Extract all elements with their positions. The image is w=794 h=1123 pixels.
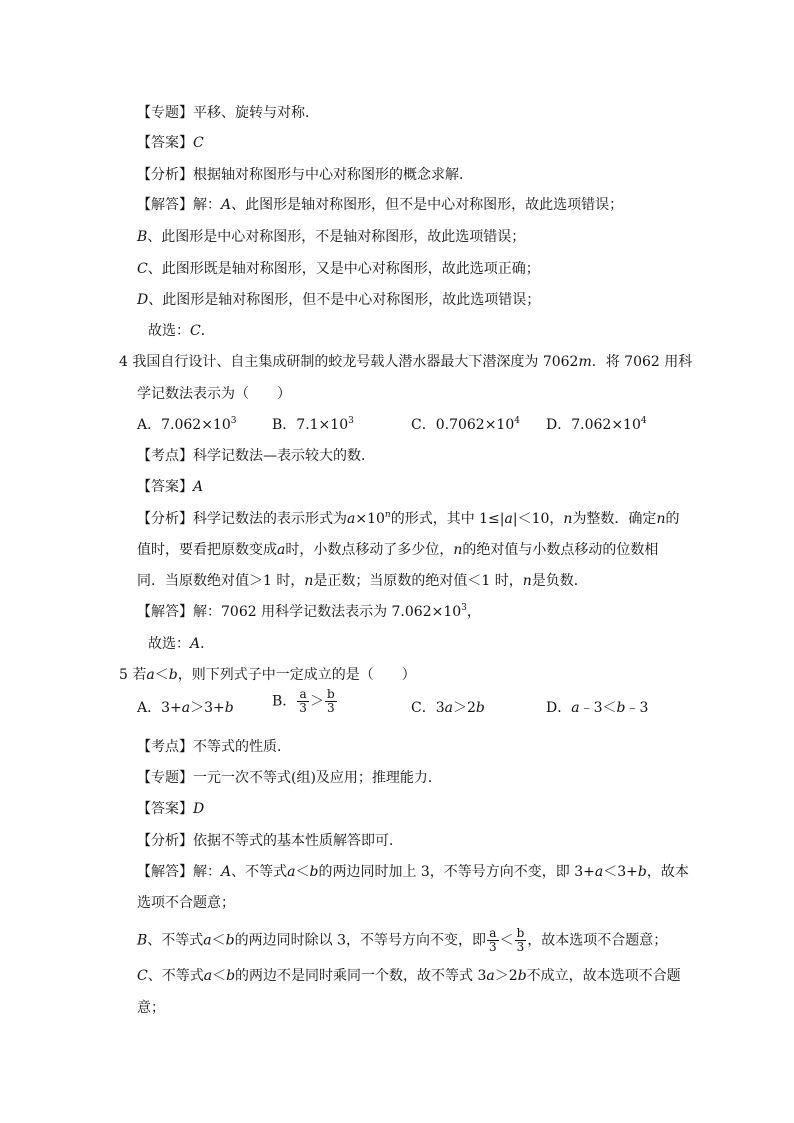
question-number: 4 bbox=[119, 354, 128, 370]
solution-text: 、此图形是轴对称图形，但不是中心对称图形，故此选项错误； bbox=[231, 197, 624, 213]
q4-analysis-line2 bbox=[137, 540, 658, 560]
option-exp: 4 bbox=[514, 416, 520, 426]
solution-text: 、不等式 bbox=[147, 932, 204, 949]
answer-label: 【答案】 bbox=[137, 801, 193, 817]
solution-intro: 解： bbox=[193, 197, 221, 213]
solution-label: 【解答】 bbox=[137, 197, 193, 213]
choose-label: 故选： bbox=[148, 323, 190, 339]
solution-text: ＜ bbox=[211, 932, 226, 949]
math-var: a bbox=[347, 511, 356, 527]
analysis-text: 值时，要看把原数变成 bbox=[137, 542, 277, 558]
point-text: 科学记数法—表示较大的数． bbox=[193, 448, 375, 464]
solution-text: 意； bbox=[137, 1000, 165, 1016]
point-label: 【考点】 bbox=[137, 739, 193, 755]
math-exp: 3 bbox=[461, 603, 467, 613]
stem-text: ．将 7062 用科 bbox=[591, 354, 693, 370]
choose-label: 故选： bbox=[148, 636, 190, 652]
topic-text: 平移、旋转与对称． bbox=[193, 105, 319, 121]
solution-text: 解：7062 用科学记数法表示为 7.062×10 bbox=[193, 604, 462, 620]
q3-solution-b bbox=[137, 227, 525, 247]
solution-text: 的两边同时除以 3，不等号方向不变，即 bbox=[234, 932, 486, 949]
fraction bbox=[297, 688, 309, 715]
solution-text: 不成立，故本选项不合题 bbox=[526, 968, 681, 984]
math-var: n bbox=[453, 542, 463, 558]
math-var: n bbox=[656, 511, 666, 527]
q3-analysis bbox=[137, 165, 473, 185]
math-var: a bbox=[287, 864, 296, 880]
fraction-num: b bbox=[516, 926, 525, 940]
math-var: a bbox=[203, 932, 212, 949]
analysis-label: 【分析】 bbox=[137, 833, 193, 849]
analysis-text: 的 bbox=[665, 511, 680, 527]
option-label: B． bbox=[272, 417, 297, 433]
math-var: b bbox=[616, 700, 626, 716]
fraction-den: 3 bbox=[516, 940, 525, 954]
q5-solution-b bbox=[137, 926, 668, 954]
math-exp: n bbox=[384, 510, 391, 520]
option-text: 3+ bbox=[161, 700, 182, 716]
q4-option-d[interactable] bbox=[546, 415, 647, 435]
option-label: D． bbox=[546, 700, 572, 716]
math-var: b bbox=[517, 968, 527, 984]
stem-var: m bbox=[578, 354, 592, 370]
q5-options bbox=[0, 687, 794, 718]
fraction-den: 3 bbox=[326, 701, 335, 715]
math-var: a bbox=[181, 700, 191, 716]
math-var: b bbox=[225, 932, 235, 949]
fraction-den: 3 bbox=[299, 701, 307, 715]
q4-answer bbox=[137, 477, 203, 497]
choose-value: A bbox=[190, 636, 201, 652]
stem-text: 学记数法表示为（ ） bbox=[137, 386, 291, 402]
math-var: a bbox=[277, 542, 286, 558]
solution-text: 、此图形是轴对称图形，但不是中心对称图形，故此选项错误； bbox=[148, 292, 541, 308]
option-base: 7.062×10 bbox=[161, 417, 231, 433]
q5-option-c[interactable] bbox=[411, 698, 485, 718]
analysis-text: |＜10， bbox=[512, 511, 564, 527]
answer-value: A bbox=[193, 479, 204, 495]
analysis-text: 是负数． bbox=[531, 573, 588, 589]
analysis-label: 【分析】 bbox=[137, 167, 193, 183]
math-var: n bbox=[563, 511, 573, 527]
option-text: ＞ bbox=[309, 693, 324, 710]
analysis-text: ×10 bbox=[355, 511, 385, 527]
solution-text: 的两边不是同时乘同一个数，故不等式 3 bbox=[235, 968, 487, 984]
solution-label: 【解答】 bbox=[137, 864, 193, 880]
stem-var: b bbox=[168, 667, 178, 683]
solution-intro: 解： bbox=[193, 864, 221, 880]
analysis-label: 【分析】 bbox=[137, 511, 193, 527]
stem-text: ，则下列式子中一定成立的是（ ） bbox=[177, 667, 416, 683]
stem-var: a bbox=[146, 667, 155, 683]
stem-text: 若 bbox=[132, 667, 147, 683]
fraction bbox=[515, 927, 527, 954]
stem-text: 我国自行设计、自主集成研制的蛟龙号载人潜水器最大下潜深度为 7062 bbox=[132, 354, 579, 370]
solution-text: 的两边同时加上 3，不等号方向不变，即 3+ bbox=[318, 864, 595, 880]
math-var: b bbox=[637, 864, 647, 880]
answer-label: 【答案】 bbox=[137, 135, 193, 151]
q5-solution-c-line1 bbox=[137, 966, 681, 986]
stem-text: ＜ bbox=[154, 667, 169, 683]
solution-text: ＞2 bbox=[494, 968, 518, 984]
analysis-text: 同．当原数绝对值＞1 时， bbox=[137, 573, 305, 589]
option-label: B． bbox=[272, 693, 297, 710]
option-label: A． bbox=[137, 700, 162, 716]
q5-solution-c-line2 bbox=[137, 998, 165, 1018]
option-text: 3 bbox=[435, 700, 445, 716]
math-var: a bbox=[444, 700, 453, 716]
math-var: n bbox=[522, 573, 532, 589]
q5-point bbox=[137, 737, 291, 757]
q4-stem-line2 bbox=[137, 384, 291, 404]
analysis-text: 的绝对值与小数点移动的位数相 bbox=[462, 542, 659, 558]
fraction-num: b bbox=[326, 687, 335, 701]
q5-option-a[interactable] bbox=[137, 698, 234, 718]
analysis-text: 时，小数点移动了多少位， bbox=[285, 542, 454, 558]
analysis-text: 根据轴对称图形与中心对称图形的概念求解． bbox=[193, 167, 473, 183]
analysis-text: 是正数；当原数的绝对值＜1 时， bbox=[313, 573, 523, 589]
option-letter: C bbox=[137, 968, 148, 984]
math-var: b bbox=[226, 968, 236, 984]
option-base: 0.7062×10 bbox=[435, 417, 515, 433]
analysis-text: 为整数．确定 bbox=[572, 511, 657, 527]
q4-options bbox=[0, 415, 794, 435]
punct: ． bbox=[200, 636, 215, 652]
math-var: a bbox=[486, 968, 495, 984]
q4-stem-line1 bbox=[119, 352, 692, 372]
topic-label: 【专题】 bbox=[137, 770, 193, 786]
option-base: 7.1×10 bbox=[296, 417, 349, 433]
answer-value: D bbox=[193, 801, 205, 817]
math-var: b bbox=[309, 864, 319, 880]
solution-text: ，故本 bbox=[646, 864, 689, 880]
q4-choose bbox=[148, 634, 214, 654]
option-label: C． bbox=[411, 417, 436, 433]
solution-text: ＜ bbox=[499, 932, 514, 949]
math-var: b bbox=[475, 700, 485, 716]
q4-analysis-line3 bbox=[137, 571, 588, 591]
option-text: ＞2 bbox=[453, 700, 476, 716]
q5-solution-a-line1 bbox=[137, 862, 689, 882]
analysis-text: 的形式，其中 1≤| bbox=[390, 511, 505, 527]
math-var: a bbox=[594, 864, 604, 880]
option-exp: 4 bbox=[640, 416, 647, 426]
solution-text: ＜3+ bbox=[603, 864, 638, 880]
q5-analysis bbox=[137, 831, 403, 851]
q5-answer bbox=[137, 799, 204, 819]
option-label: D． bbox=[546, 417, 572, 433]
option-letter: D bbox=[137, 292, 149, 308]
solution-text: ＜ bbox=[212, 968, 227, 984]
q3-answer bbox=[137, 133, 204, 153]
option-text: ﹣3 bbox=[625, 700, 649, 716]
point-text: 不等式的性质． bbox=[193, 739, 291, 755]
q4-solution bbox=[137, 602, 481, 622]
solution-text: 、此图形既是轴对称图形，又是中心对称图形，故此选项正确； bbox=[147, 261, 540, 277]
topic-label: 【专题】 bbox=[137, 105, 193, 121]
q4-option-a[interactable] bbox=[137, 415, 236, 435]
solution-text: 、不等式 bbox=[147, 968, 204, 984]
fraction-num: a bbox=[487, 927, 499, 941]
q5-solution-a-line2 bbox=[137, 893, 235, 913]
fraction-num: a bbox=[297, 688, 309, 702]
q4-option-c[interactable] bbox=[411, 415, 520, 435]
q5-stem bbox=[119, 665, 416, 685]
option-label: A． bbox=[137, 417, 162, 433]
option-text: ﹣3＜ bbox=[579, 700, 617, 716]
math-var: a bbox=[203, 968, 213, 984]
q4-point bbox=[137, 446, 375, 466]
option-letter: B bbox=[137, 229, 148, 245]
topic-text: 一元一次不等式(组)及应用；推理能力． bbox=[193, 770, 442, 786]
fraction-den: 3 bbox=[488, 940, 497, 954]
q5-option-d[interactable] bbox=[546, 698, 648, 718]
option-exp: 3 bbox=[348, 416, 354, 426]
q5-topic bbox=[137, 768, 442, 788]
choose-value: C bbox=[190, 323, 201, 339]
q4-option-b[interactable] bbox=[272, 415, 354, 435]
analysis-text: 依据不等式的基本性质解答即可． bbox=[193, 833, 403, 849]
q3-topic bbox=[137, 103, 319, 123]
option-letter: A bbox=[221, 197, 232, 213]
option-exp: 3 bbox=[230, 416, 237, 426]
q3-solution-c bbox=[137, 259, 540, 279]
option-text: ＞3+ bbox=[190, 700, 225, 716]
math-var: n bbox=[304, 573, 314, 589]
fraction bbox=[325, 688, 337, 715]
option-letter: C bbox=[137, 261, 148, 277]
q3-solution-a bbox=[137, 195, 623, 215]
q5-option-b[interactable] bbox=[272, 688, 338, 715]
math-var: a bbox=[504, 511, 513, 527]
math-var: a bbox=[571, 700, 580, 716]
option-letter: A bbox=[221, 864, 232, 880]
solution-text: 选项不合题意； bbox=[137, 895, 235, 911]
punct: ． bbox=[200, 323, 215, 339]
q3-solution-d bbox=[137, 290, 540, 310]
point-label: 【考点】 bbox=[137, 448, 193, 464]
solution-text: ，故本选项不合题意； bbox=[527, 932, 668, 949]
fraction bbox=[487, 927, 499, 954]
option-label: C． bbox=[411, 700, 436, 716]
solution-text: 、此图形是中心对称图形，不是轴对称图形，故此选项错误； bbox=[147, 229, 526, 245]
math-var: b bbox=[224, 700, 234, 716]
q3-choose bbox=[148, 321, 215, 341]
option-letter: B bbox=[137, 932, 148, 949]
q4-analysis-line1 bbox=[137, 509, 679, 529]
punct: ， bbox=[466, 604, 481, 620]
answer-label: 【答案】 bbox=[137, 479, 193, 495]
option-base: 7.062×10 bbox=[571, 417, 641, 433]
analysis-text: 科学记数法的表示形式为 bbox=[193, 511, 347, 527]
solution-text: ＜ bbox=[295, 864, 310, 880]
question-number: 5 bbox=[119, 667, 128, 683]
answer-value: C bbox=[193, 135, 204, 151]
solution-text: 、不等式 bbox=[231, 864, 288, 880]
solution-label: 【解答】 bbox=[137, 604, 193, 620]
